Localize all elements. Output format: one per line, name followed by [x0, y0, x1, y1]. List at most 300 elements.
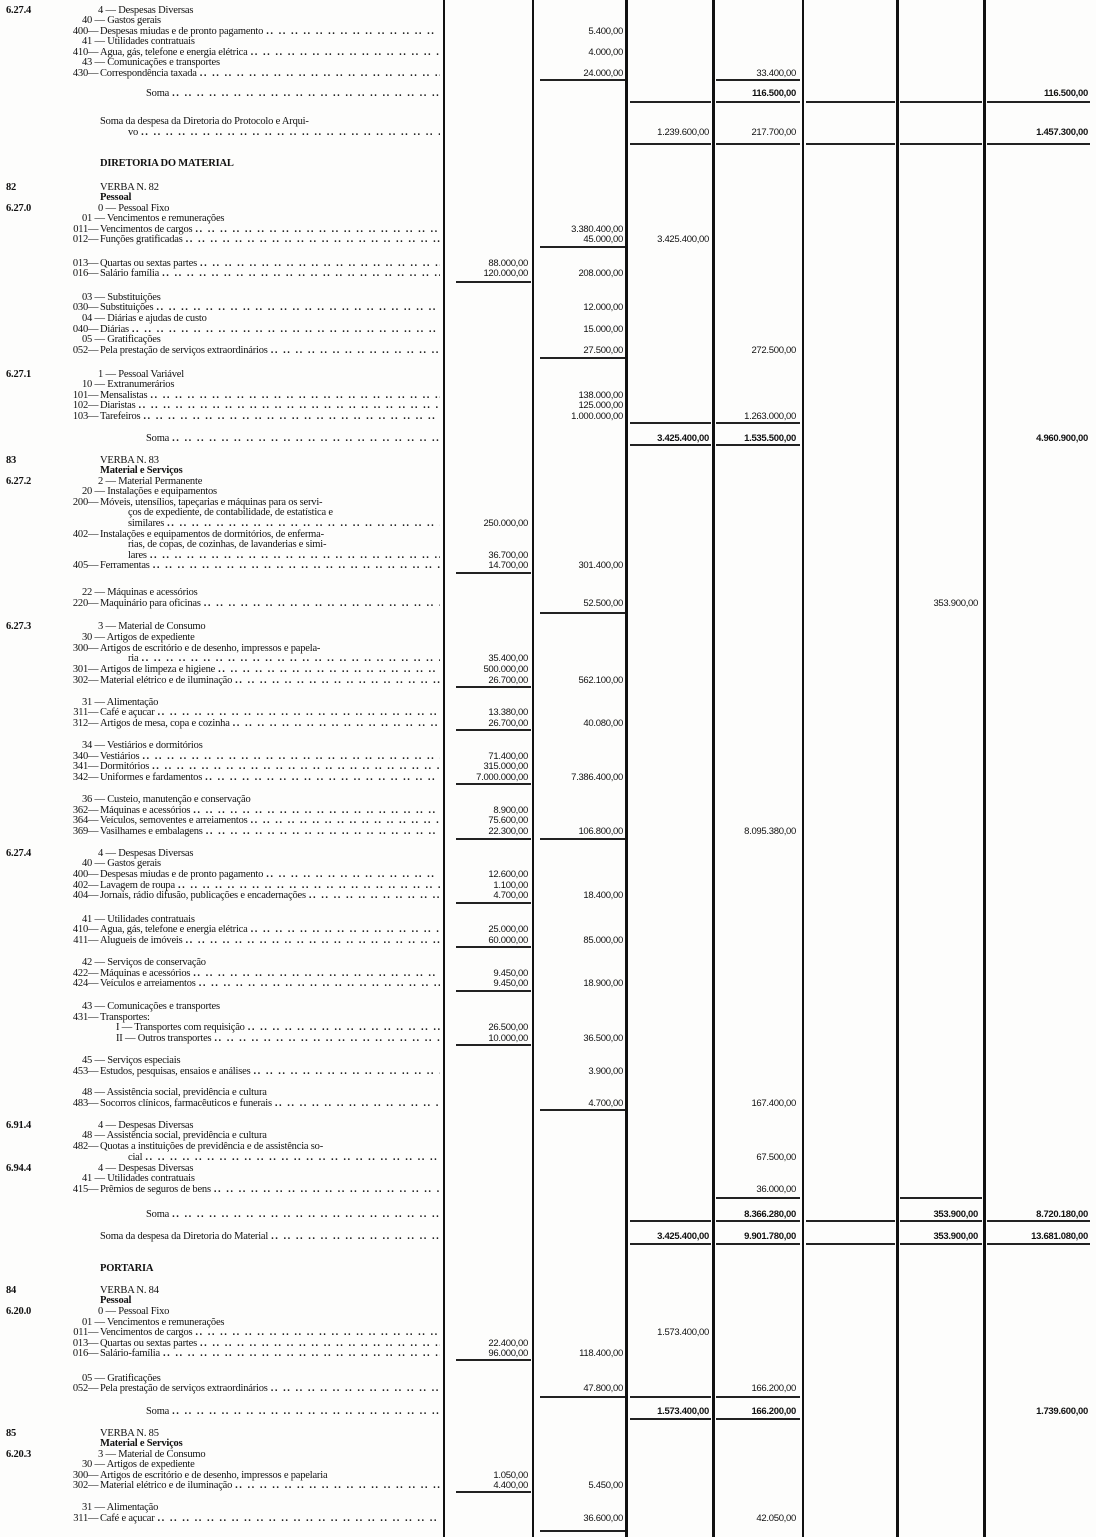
amount-col-d: 33.400,00 [756, 68, 796, 79]
dot-leader [271, 1383, 440, 1394]
sum-rule [900, 101, 982, 103]
sum-rule [716, 1418, 800, 1420]
amount-col-f: 116.500,00 [1043, 88, 1088, 99]
dot-leader [195, 1327, 440, 1338]
sum-rule [630, 422, 711, 424]
sum-rule [987, 143, 1090, 145]
item-number: 453 [72, 1066, 88, 1077]
dot-leader [143, 411, 440, 422]
row-description [82, 1130, 440, 1141]
description-text: 42 — Serviços de conservação [82, 957, 206, 968]
row-description [100, 192, 440, 203]
sum-rule [716, 101, 800, 103]
row-description [116, 1033, 440, 1044]
item-number: 302 [72, 1480, 88, 1491]
row-description [100, 1348, 440, 1359]
amount-col-a: 26.500,00 [488, 1022, 528, 1033]
sum-rule [806, 1220, 895, 1222]
description-text: Pela prestação de serviços extraordinários [100, 1383, 268, 1394]
row-description [128, 518, 440, 529]
budget-row-sub [0, 57, 1096, 68]
budget-row-item [0, 761, 1096, 772]
dot-leader [141, 653, 440, 664]
budget-row-soma [0, 1406, 1096, 1417]
amount-col-d: 8.366.280,00 [744, 1209, 796, 1220]
row-description [128, 1152, 440, 1163]
item-number: 200 [72, 497, 88, 508]
dash-separator: — [88, 324, 99, 335]
sum-rule [540, 79, 625, 81]
amount-col-d: 36.000,00 [756, 1184, 796, 1195]
row-description [82, 57, 440, 68]
row-description [100, 935, 440, 946]
item-number: 016 [72, 268, 88, 279]
description-text: 01 — Vencimentos e remunerações [82, 213, 225, 224]
row-description [82, 1502, 440, 1513]
row-description [100, 302, 440, 313]
sum-rule [456, 686, 531, 688]
budget-row-roman [0, 1022, 1096, 1033]
row-description [146, 88, 440, 99]
row-description [82, 15, 440, 26]
description-text: VERBA N. 83 [100, 455, 159, 466]
amount-col-d: 166.200,00 [751, 1406, 796, 1417]
description-text: Instalações e equipamentos de dormitórios, de enferma- [100, 529, 324, 540]
row-description [128, 127, 440, 138]
dash-separator: — [88, 1470, 99, 1481]
sum-rule [630, 1243, 711, 1245]
dot-leader [235, 675, 440, 686]
row-description [100, 1263, 440, 1274]
sum-rule [456, 729, 531, 731]
item-number: 013 [72, 1338, 88, 1349]
sum-rule [456, 946, 531, 948]
description-text: VERBA N. 85 [100, 1428, 159, 1439]
dot-leader [251, 815, 440, 826]
dash-separator: — [88, 968, 99, 979]
budget-row-item [0, 400, 1096, 411]
budget-row-cont [0, 518, 1096, 529]
dash-separator: — [88, 400, 99, 411]
budget-row-sub [0, 379, 1096, 390]
description-text: 22 — Máquinas e acessórios [82, 587, 198, 598]
dash-separator: — [88, 1348, 99, 1359]
description-text: Despesas miudas e de pronto pagamento [100, 26, 264, 37]
classification-code: 6.20.3 [6, 1449, 32, 1460]
amount-col-e: 353.900,00 [933, 1231, 978, 1242]
description-text: Soma da despesa da Diretoria do Protocolo e Arqui- [100, 116, 309, 127]
amount-col-a: 8.900,00 [493, 805, 528, 816]
amount-col-c: 1.573.400,00 [657, 1327, 709, 1338]
dash-separator: — [88, 805, 99, 816]
budget-row-soma [0, 433, 1096, 444]
dash-separator: — [88, 718, 99, 729]
row-description [100, 675, 440, 686]
amount-col-a: 22.400,00 [488, 1338, 528, 1349]
budget-row-item [0, 815, 1096, 826]
row-description [82, 1173, 440, 1184]
amount-col-b: 125.000,00 [578, 400, 623, 411]
row-description [82, 1055, 440, 1066]
description-text: Salário-família [100, 1348, 160, 1359]
item-number: 011 [73, 224, 88, 235]
description-text: Pela prestação de serviços extraordinários [100, 345, 268, 356]
dash-separator: — [88, 1480, 99, 1491]
description-text: 43 — Comunicações e transportes [82, 57, 220, 68]
description-text: Veículos, semoventes e arreiamentos [100, 815, 248, 826]
dash-separator: — [88, 664, 99, 675]
description-text: 48 — Assistência social, previdência e cultura [82, 1087, 267, 1098]
description-text: 10 — Extranumerários [82, 379, 175, 390]
dot-leader [139, 400, 440, 411]
amount-col-f: 8.720.180,00 [1036, 1209, 1088, 1220]
budget-row-item [0, 707, 1096, 718]
row-description [100, 116, 440, 127]
description-text: Quartas ou sextas partes [100, 258, 197, 269]
row-description [98, 621, 440, 632]
amount-col-d: 67.500,00 [756, 1152, 796, 1163]
sum-rule [540, 1109, 625, 1111]
amount-col-f: 4.960.900,00 [1036, 433, 1088, 444]
row-description [100, 345, 440, 356]
description-text: Material e Serviços [100, 1438, 183, 1449]
description-text: Agua, gás, telefone e energia elétrica [100, 924, 248, 935]
dot-leader [204, 598, 440, 609]
dot-leader [266, 869, 440, 880]
amount-col-a: 22.300,00 [488, 826, 528, 837]
amount-col-a: 25.000,00 [488, 924, 528, 935]
row-description [82, 1459, 440, 1470]
description-text: Artigos de escritório e de desenho, impressos e papelaria [100, 1470, 328, 1481]
description-text: ços de expediente, de contabilidade, de estatística e [128, 507, 333, 518]
description-text: 30 — Artigos de expediente [82, 632, 195, 643]
sum-rule [630, 101, 711, 103]
row-description [82, 334, 440, 345]
dash-separator: — [88, 815, 99, 826]
dot-leader [271, 1231, 440, 1242]
item-number: 424 [72, 978, 88, 989]
dash-separator: — [88, 772, 99, 783]
amount-col-b: 18.900,00 [583, 978, 623, 989]
dot-leader [205, 772, 440, 783]
item-number: 312 [72, 718, 88, 729]
amount-col-a: 10.000,00 [488, 1033, 528, 1044]
row-description [100, 664, 440, 675]
dash-separator: — [88, 978, 99, 989]
dot-leader [172, 1209, 440, 1220]
description-text: Quotas a instituições de previdência e de assistência so- [100, 1141, 324, 1152]
description-text: 41 — Utilidades contratuais [82, 36, 195, 47]
item-number: 102 [72, 400, 88, 411]
description-text: vo [128, 127, 139, 138]
row-description [100, 400, 440, 411]
amount-col-b: 15.000,00 [583, 324, 623, 335]
budget-row-item [0, 1066, 1096, 1077]
row-description [100, 707, 440, 718]
amount-col-a: 26.700,00 [488, 718, 528, 729]
description-text: Diaristas [100, 400, 136, 411]
dot-leader [172, 1406, 440, 1417]
item-number: 410 [72, 47, 88, 58]
description-text: 41 — Utilidades contratuais [82, 1173, 195, 1184]
description-text: 48 — Assistência social, previdência e cultura [82, 1130, 267, 1141]
amount-col-d: 1.535.500,00 [744, 433, 796, 444]
description-text: 40 — Gastos gerais [82, 858, 161, 869]
dot-leader [235, 1480, 440, 1491]
description-text: ria [128, 653, 139, 664]
amount-col-b: 562.100,00 [578, 675, 623, 686]
row-description [100, 465, 440, 476]
amount-col-b: 4.700,00 [588, 1098, 623, 1109]
amount-col-a: 9.450,00 [493, 978, 528, 989]
row-description [82, 587, 440, 598]
classification-code: 6.20.0 [6, 1306, 32, 1317]
amount-col-a: 88.000,00 [488, 258, 528, 269]
row-description [82, 858, 440, 869]
item-number: 415 [72, 1184, 88, 1195]
amount-col-d: 217.700,00 [751, 127, 796, 138]
dash-separator: — [88, 258, 99, 269]
budget-row-cont [0, 1152, 1096, 1163]
budget-row-item [0, 68, 1096, 79]
budget-row-item [0, 345, 1096, 356]
dot-leader [172, 88, 440, 99]
description-text: 05 — Gratificações [82, 334, 161, 345]
dash-separator: — [88, 497, 99, 508]
budget-row-soma [0, 88, 1096, 99]
dot-leader [251, 924, 440, 935]
dot-leader [152, 761, 440, 772]
item-number: 220 [72, 598, 88, 609]
amount-col-a: 75.600,00 [488, 815, 528, 826]
sum-rule [540, 838, 625, 840]
description-text: 34 — Vestiários e dormitórios [82, 740, 203, 751]
budget-row-item [0, 1480, 1096, 1491]
dash-separator: — [88, 1066, 99, 1077]
classification-code: 6.27.2 [6, 476, 32, 487]
dash-separator: — [88, 880, 99, 891]
budget-row-item [0, 1327, 1096, 1338]
sum-rule [806, 101, 895, 103]
row-description [98, 1306, 440, 1317]
dot-leader [172, 433, 440, 444]
item-number: 405 [72, 560, 88, 571]
budget-row-group [0, 1306, 1096, 1317]
sum-rule [716, 1197, 800, 1199]
budget-row-section [0, 158, 1096, 169]
description-text: Soma [146, 433, 170, 444]
description-text: Vencimentos de cargos [100, 224, 193, 235]
sum-rule [456, 990, 531, 992]
amount-col-c: 1.573.400,00 [657, 1406, 709, 1417]
description-text: Máquinas e acessórios [100, 968, 191, 979]
description-text: Veículos e arreiamentos [100, 978, 196, 989]
row-description [82, 632, 440, 643]
budget-row-item [0, 924, 1096, 935]
description-text: Artigos de mesa, copa e cozinha [100, 718, 230, 729]
row-description [82, 1001, 440, 1012]
budget-row-sub [0, 858, 1096, 869]
item-number: 400 [72, 26, 88, 37]
amount-col-b: 118.400,00 [579, 1348, 623, 1359]
row-description [82, 36, 440, 47]
dot-leader [199, 978, 440, 989]
dot-leader [206, 826, 440, 837]
item-number: 342 [72, 772, 88, 783]
budget-row-sub [0, 957, 1096, 968]
amount-col-b: 4.000,00 [588, 47, 623, 58]
item-number: 400 [72, 869, 88, 880]
item-number: 052 [72, 1383, 88, 1394]
classification-code: 6.27.1 [6, 369, 32, 380]
item-number: 311 [73, 707, 88, 718]
dash-separator: — [88, 234, 99, 245]
row-description [100, 890, 440, 901]
amount-col-a: 1.100,00 [493, 880, 528, 891]
amount-col-b: 5.450,00 [588, 1480, 623, 1491]
dash-separator: — [88, 643, 99, 654]
description-text: Correspondência taxada [100, 68, 197, 79]
item-number: 040 [72, 324, 88, 335]
dot-leader [186, 935, 440, 946]
amount-col-a: 35.400,00 [488, 653, 528, 664]
budget-row-item [0, 890, 1096, 901]
dash-separator: — [88, 1098, 99, 1109]
dash-separator: — [88, 890, 99, 901]
sum-rule [540, 1530, 625, 1532]
dash-separator: — [88, 390, 99, 401]
sum-rule [456, 1359, 531, 1361]
sum-rule [630, 444, 711, 446]
description-text: similares [128, 518, 165, 529]
description-text: Despesas miudas e de pronto pagamento [100, 869, 264, 880]
amount-col-b: 5.400,00 [588, 26, 623, 37]
amount-col-b: 52.500,00 [583, 598, 623, 609]
description-text: Máquinas e acessórios [100, 805, 191, 816]
description-text: Material elétrico e de iluminação [100, 1480, 233, 1491]
sum-rule [540, 612, 625, 614]
item-number: 012 [72, 234, 88, 245]
description-text: Diárias [100, 324, 129, 335]
description-text: 01 — Vencimentos e remunerações [82, 1317, 225, 1328]
sum-rule [540, 246, 625, 248]
description-text: 4 — Despesas Diversas [98, 5, 194, 16]
row-description [100, 234, 440, 245]
budget-row-group [0, 621, 1096, 632]
budget-row-sub [0, 486, 1096, 497]
amount-col-f: 13.681.080,00 [1031, 1231, 1088, 1242]
budget-row-sub [0, 1087, 1096, 1098]
item-number: 011 [73, 1327, 88, 1338]
description-text: Lavagem de roupa [100, 880, 175, 891]
row-description [100, 869, 440, 880]
dot-leader [214, 1033, 440, 1044]
dash-separator: — [88, 869, 99, 880]
dot-leader [158, 1513, 440, 1524]
sum-rule [630, 1220, 711, 1222]
row-description [100, 772, 440, 783]
sum-rule [456, 1044, 531, 1046]
budget-row-sub [0, 587, 1096, 598]
description-text: Café e açucar [100, 1513, 155, 1524]
row-description [100, 815, 440, 826]
dash-separator: — [88, 1184, 99, 1195]
row-description [146, 1209, 440, 1220]
item-number: 052 [72, 345, 88, 356]
sum-rule [716, 143, 800, 145]
amount-col-a: 96.000,00 [488, 1348, 528, 1359]
description-text: Móveis, utensílios, tapeçarias e máquinas para os servi- [100, 497, 323, 508]
amount-col-b: 47.800,00 [583, 1383, 623, 1394]
description-text: 43 — Comunicações e transportes [82, 1001, 220, 1012]
description-text: Soma da despesa da Diretoria do Material [100, 1231, 269, 1242]
description-text: Material e Serviços [100, 465, 183, 476]
budget-row-sub [0, 1502, 1096, 1513]
dash-separator: — [88, 47, 99, 58]
description-text: Soma [146, 1406, 170, 1417]
amount-col-b: 85.000,00 [583, 935, 623, 946]
dot-leader [253, 1066, 440, 1077]
description-text: 03 — Substituições [82, 292, 161, 303]
amount-col-b: 138.000,00 [578, 390, 623, 401]
dash-separator: — [88, 1141, 99, 1152]
row-description [116, 1022, 440, 1033]
budget-row-item [0, 1098, 1096, 1109]
amount-col-e: 353.900,00 [933, 1209, 978, 1220]
amount-col-a: 12.600,00 [488, 869, 528, 880]
budget-row-item [0, 234, 1096, 245]
dash-separator: — [88, 529, 99, 540]
row-description [82, 740, 440, 751]
amount-col-b: 24.000,00 [583, 68, 623, 79]
amount-col-a: 4.700,00 [493, 890, 528, 901]
budget-row-cont [0, 507, 1096, 518]
row-description [100, 268, 440, 279]
budget-row-sub [0, 1055, 1096, 1066]
classification-code: 82 [6, 182, 17, 193]
budget-row-head [0, 1438, 1096, 1449]
budget-row-item [0, 826, 1096, 837]
row-description [100, 1184, 440, 1195]
description-text: 3 — Material de Consumo [98, 621, 206, 632]
row-description [100, 1383, 440, 1394]
dot-leader [145, 1152, 440, 1163]
sum-rule [716, 1220, 800, 1222]
description-text: Transportes: [100, 1012, 150, 1023]
description-text: Pessoal [100, 192, 132, 203]
dot-leader [141, 127, 440, 138]
dash-separator: — [88, 826, 99, 837]
item-number: 016 [72, 1348, 88, 1359]
budget-row-item [0, 268, 1096, 279]
sum-rule [900, 1243, 982, 1245]
description-text: Estudos, pesquisas, ensaios e análises [100, 1066, 251, 1077]
amount-col-a: 14.700,00 [488, 560, 528, 571]
description-text: 36 — Custeio, manutenção e conservação [82, 794, 251, 805]
amount-col-b: 12.000,00 [583, 302, 623, 313]
item-number: 483 [72, 1098, 88, 1109]
row-description [100, 1098, 440, 1109]
description-text: Uniformes e fardamentos [100, 772, 203, 783]
budget-row-sub [0, 1130, 1096, 1141]
amount-col-b: 7.386.400,00 [571, 772, 623, 783]
item-number: 311 [73, 1513, 88, 1524]
description-text: Salário família [100, 268, 160, 279]
row-description [100, 68, 440, 79]
budget-row-item [0, 1141, 1096, 1152]
item-number: 013 [72, 258, 88, 269]
description-text: 0 — Pessoal Fixo [98, 1306, 170, 1317]
